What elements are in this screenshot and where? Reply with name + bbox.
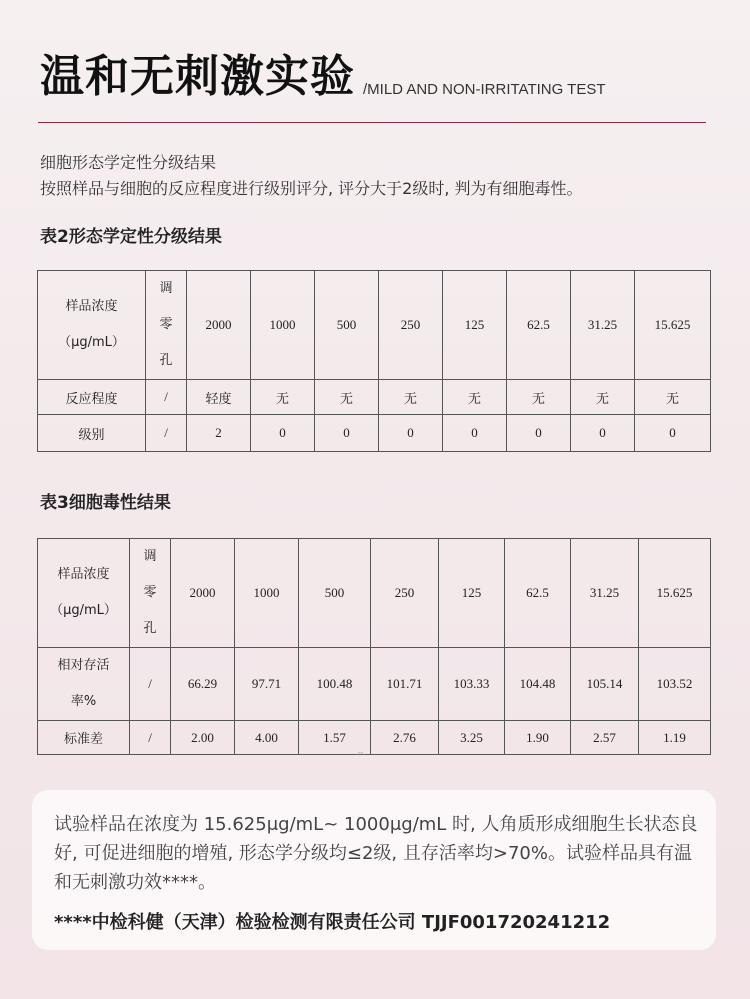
table3-conc-cell: 125 bbox=[439, 539, 505, 648]
table2-cell: 0 bbox=[315, 415, 379, 452]
table3-cell: 100.48 bbox=[299, 648, 371, 721]
table3-zero-cell: / bbox=[130, 721, 171, 755]
intro-line-1: 细胞形态学定性分级结果 bbox=[40, 153, 217, 172]
table2-conc-cell: 15.625 bbox=[635, 271, 711, 380]
table2-cell: 0 bbox=[251, 415, 315, 452]
table2-zero-cell: / bbox=[146, 380, 187, 415]
conclusion-text: 试验样品在浓度为 15.625μg/mL~ 1000μg/mL 时, 人角质形成细胞生长状态良好, 可促进细胞的增殖, 形态学分级均≤2级, 且存活率均>70%。试验样品具有温和无刺激功效****。 bbox=[54, 814, 698, 893]
table3-row bbox=[38, 648, 711, 721]
table3-conc-cell: 2000 bbox=[171, 539, 235, 648]
table3-row bbox=[38, 721, 711, 755]
table2-cell: 轻度 bbox=[187, 380, 251, 415]
table2-header-concentration: 样品浓度 （μg/mL） bbox=[38, 271, 146, 380]
table3-row-label: 相对存活 率% bbox=[38, 648, 130, 721]
table3-cell: 4.00 bbox=[235, 721, 299, 755]
table3-cell: 103.52 bbox=[639, 648, 711, 721]
table3-cell: 2.76 bbox=[371, 721, 439, 755]
table3-conc-cell: 62.5 bbox=[505, 539, 571, 648]
table2-title: 表2形态学定性分级结果 bbox=[40, 227, 222, 247]
table2-cell: 0 bbox=[571, 415, 635, 452]
table2-conc-cell: 62.5 bbox=[507, 271, 571, 380]
table2-cell: 0 bbox=[443, 415, 507, 452]
table3-cell: 97.71 bbox=[235, 648, 299, 721]
table2-conc-cell: 31.25 bbox=[571, 271, 635, 380]
table3-cell: 2.00 bbox=[171, 721, 235, 755]
table2-row-label: 级别 bbox=[38, 415, 146, 452]
table3-conc-cell: 1000 bbox=[235, 539, 299, 648]
table2-cell: 0 bbox=[379, 415, 443, 452]
table3-cell: 101.71 bbox=[371, 648, 439, 721]
table2-cell: 2 bbox=[187, 415, 251, 452]
table3-cell: 66.29 bbox=[171, 648, 235, 721]
table3-conc-cell: 31.25 bbox=[571, 539, 639, 648]
table2-header-row bbox=[38, 271, 711, 380]
table2 bbox=[37, 270, 711, 452]
table2-cell: 无 bbox=[379, 380, 443, 415]
title-divider bbox=[38, 122, 706, 123]
table3-cell: 1.19 bbox=[639, 721, 711, 755]
decorative-mark: ◠ bbox=[357, 750, 364, 759]
table3-header-zero: 调 零 孔 bbox=[130, 539, 171, 648]
table2-row bbox=[38, 415, 711, 452]
table3 bbox=[37, 538, 711, 755]
table3-header-row bbox=[38, 539, 711, 648]
page-subtitle: /MILD AND NON-IRRITATING TEST bbox=[363, 81, 606, 98]
table2-cell: 0 bbox=[507, 415, 571, 452]
table2-header-zero: 调 零 孔 bbox=[146, 271, 187, 380]
table3-cell: 103.33 bbox=[439, 648, 505, 721]
table2-cell: 无 bbox=[507, 380, 571, 415]
table3-zero-cell: / bbox=[130, 648, 171, 721]
table3-row-label: 标准差 bbox=[38, 721, 130, 755]
table2-conc-cell: 1000 bbox=[251, 271, 315, 380]
company-line: ****中检科健（天津）检验检测有限责任公司 TJJF001720241212 bbox=[54, 912, 611, 933]
table3-cell: 1.90 bbox=[505, 721, 571, 755]
table2-cell: 无 bbox=[315, 380, 379, 415]
table2-cell: 无 bbox=[443, 380, 507, 415]
table3-cell: 104.48 bbox=[505, 648, 571, 721]
table2-row bbox=[38, 380, 711, 415]
table2-zero-cell: / bbox=[146, 415, 187, 452]
table2-conc-cell: 500 bbox=[315, 271, 379, 380]
table2-cell: 0 bbox=[635, 415, 711, 452]
table2-conc-cell: 250 bbox=[379, 271, 443, 380]
table3-cell: 105.14 bbox=[571, 648, 639, 721]
page-title: 温和无刺激实验 bbox=[40, 51, 355, 102]
conclusion-box bbox=[32, 790, 716, 950]
intro-text bbox=[40, 150, 583, 202]
table3-conc-cell: 250 bbox=[371, 539, 439, 648]
table3-title: 表3细胞毒性结果 bbox=[40, 493, 171, 513]
table2-cell: 无 bbox=[571, 380, 635, 415]
table2-row-label: 反应程度 bbox=[38, 380, 146, 415]
table3-conc-cell: 500 bbox=[299, 539, 371, 648]
table2-cell: 无 bbox=[635, 380, 711, 415]
table3-cell: 2.57 bbox=[571, 721, 639, 755]
table3-cell: 3.25 bbox=[439, 721, 505, 755]
intro-line-2: 按照样品与细胞的反应程度进行级别评分, 评分大于2级时, 判为有细胞毒性。 bbox=[40, 179, 583, 198]
table2-conc-cell: 125 bbox=[443, 271, 507, 380]
table3-conc-cell: 15.625 bbox=[639, 539, 711, 648]
table2-cell: 无 bbox=[251, 380, 315, 415]
table3-header-concentration: 样品浓度 （μg/mL） bbox=[38, 539, 130, 648]
table2-conc-cell: 2000 bbox=[187, 271, 251, 380]
header bbox=[40, 50, 606, 104]
table3-cell: 1.57 bbox=[299, 721, 371, 755]
